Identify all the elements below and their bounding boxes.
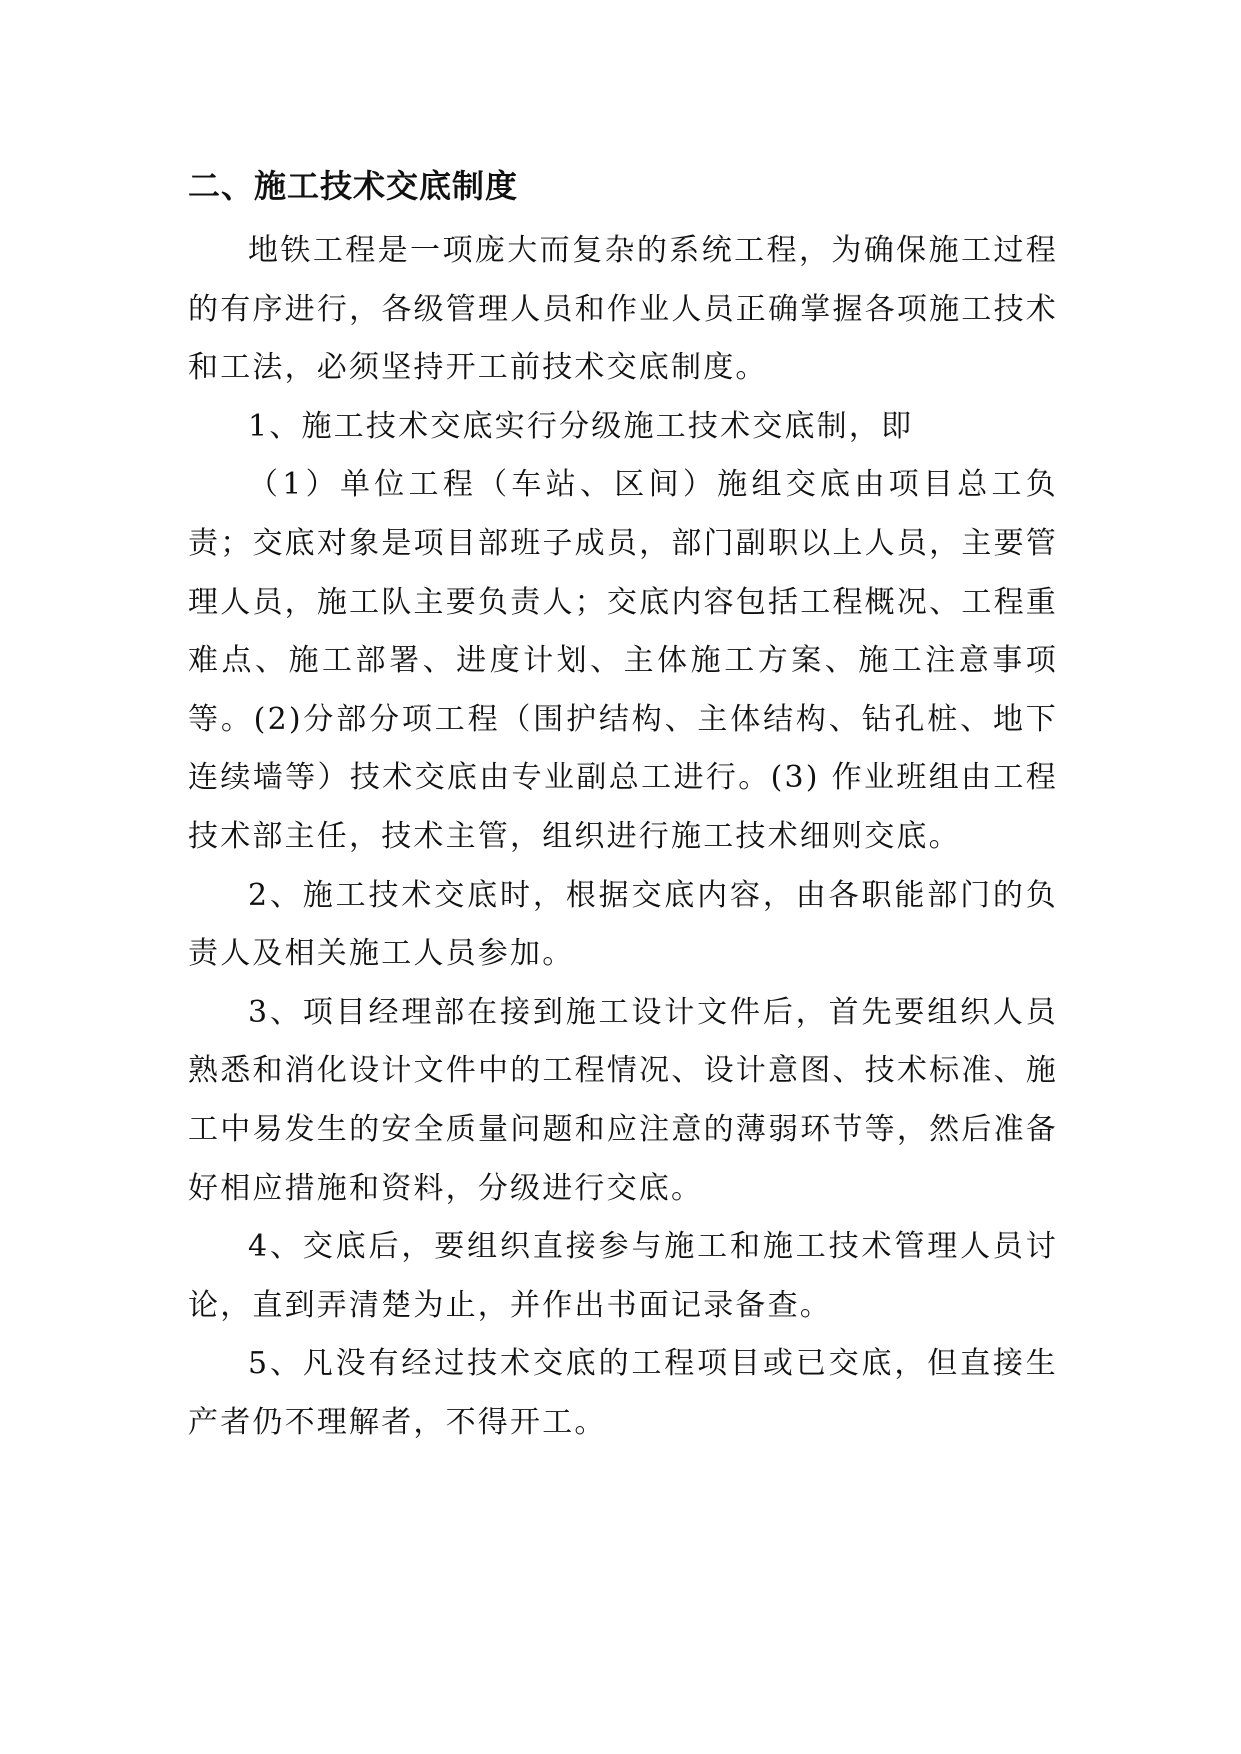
paragraph-item-5: 5、凡没有经过技术交底的工程项目或已交底，但直接生产者仍不理解者，不得开工。	[188, 1346, 1058, 1440]
paragraph-item-1: 1、施工技术交底实行分级施工技术交底制，即	[248, 408, 914, 444]
paragraph-intro: 地铁工程是一项庞大而复杂的系统工程，为确保施工过程的有序进行，各级管理人员和作业人员正确掌握各项施工技术和工法，必须坚持开工前技术交底制度。	[188, 233, 1058, 386]
paragraph-item-4: 4、交底后，要组织直接参与施工和施工技术管理人员讨论，直到弄清楚为止，并作出书面记录备查。	[188, 1229, 1058, 1323]
paragraph-item-3: 3、项目经理部在接到施工设计文件后，首先要组织人员熟悉和消化设计文件中的工程情况、设计意图、技术标准、施工中易发生的安全质量问题和应注意的薄弱环节等，然后准备好相应措施和资料，分级进行交底。	[188, 994, 1058, 1206]
paragraph-item-2: 2、施工技术交底时，根据交底内容，由各职能部门的负责人及相关施工人员参加。	[188, 877, 1058, 972]
document-body	[188, 160, 1058, 1452]
paragraph-item-1-details: （1）单位工程（车站、区间）施组交底由项目总工负责；交底对象是项目部班子成员，部门副职以上人员，主要管理人员，施工队主要负责人；交底内容包括工程概况、工程重难点、施工部署、进度计划、主体施工方案、施工注意事项等。(2)分部分项工程（围护结构、主体结构、钻孔桩、地下连续墙等）技术交底由专业副总工进行。(3) 作业班组由工程技术部主任，技术主管，组织进行施工技术细则交底。	[188, 467, 1058, 854]
section-heading: 二、施工技术交底制度	[188, 167, 519, 205]
